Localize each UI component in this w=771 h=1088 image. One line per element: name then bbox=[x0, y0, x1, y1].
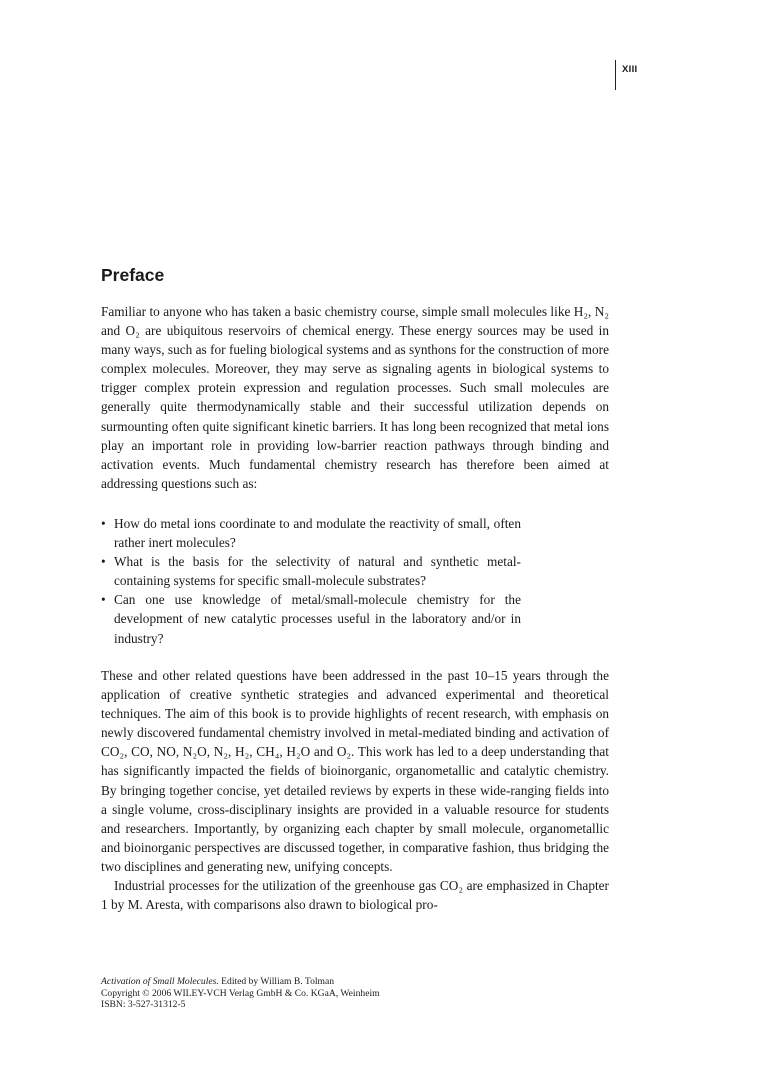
paragraph-text: These and other related questions have been addressed in the past 10–15 years through the application of creative synthetic strategies and advanced experimental and theoretical techniques. The aim of this book is to provide highlights of recent research, with emphasis on newly discovered fundamental chemistry involved in metal-mediated binding and activation of CO₂, CO, NO, N₂O, N₂, H₂, CH₄, H₂O and O₂. This work has led to a deep understanding that has significantly impacted the fields of bioinorganic, organometallic and catalytic chemistry. By bringing together concise, yet detailed reviews by experts in these wide-ranging fields into a single volume, cross-disciplinary insights are provided in a valuable resource for students and researchers. Importantly, by organizing each chapter by small molecule, organometallic and bioinorganic perspectives are discussed together, in comparative fashion, thus bridging the two disciplines and generating new, unifying concepts. bbox=[101, 668, 609, 874]
paragraph-text: Familiar to anyone who has taken a basic chemistry course, simple small molecules like H₂, N₂ and O₂ are ubiquitous reservoirs of chemical energy. These energy sources may be used in many ways, such as for fueling biological systems and as synthons for the construction of more complex molecules. Moreover, they may serve as signaling agents in biological systems to trigger complex protein expression and regulation processes. Such small molecules are generally quite thermodynamically stable and their successful utilization depends on surmounting often quite significant kinetic barriers. It has long been recognized that metal ions play an important role in providing low-barrier reaction pathways through binding and activation events. Much fundamental chemistry research has therefore been aimed at addressing questions such as: bbox=[101, 304, 609, 491]
list-item-text: Can one use knowledge of metal/small-molecule chemistry for the development of new catalytic processes useful in the laboratory and/or in industry? bbox=[114, 592, 521, 646]
list-item bbox=[101, 590, 521, 647]
list-item bbox=[101, 514, 521, 552]
list-item-text: How do metal ions coordinate to and modulate the reactivity of small, often rather inert molecules? bbox=[114, 516, 521, 551]
paragraph-text: Industrial processes for the utilization of the greenhouse gas CO₂ are emphasized in Chapter 1 by M. Aresta, with comparisons also drawn to biological pro- bbox=[101, 878, 609, 913]
body-section bbox=[101, 666, 609, 914]
page-number-rule bbox=[615, 60, 637, 90]
copyright-line: Copyright © 2006 WILEY-VCH Verlag GmbH & Co. KGaA, Weinheim bbox=[101, 987, 380, 999]
editor-credit: Edited by William B. Tolman bbox=[218, 976, 335, 987]
bullet-marker: • bbox=[101, 554, 106, 570]
intro-paragraph bbox=[101, 302, 609, 493]
publication-footer bbox=[101, 976, 380, 1011]
list-item bbox=[101, 552, 521, 590]
isbn-line: ISBN: 3-527-31312-5 bbox=[101, 999, 186, 1011]
page-number: XIII bbox=[622, 64, 638, 75]
citation-line bbox=[101, 976, 380, 988]
list-item-text: What is the basis for the selectivity of natural and synthetic metal-containing systems for specific small-molecule substrates? bbox=[114, 554, 521, 589]
book-title: Activation of Small Molecules. bbox=[101, 976, 219, 987]
page-title: Preface bbox=[101, 265, 165, 285]
question-list bbox=[101, 514, 521, 648]
bullet-marker: • bbox=[101, 516, 106, 531]
bullet-marker: • bbox=[101, 592, 106, 608]
